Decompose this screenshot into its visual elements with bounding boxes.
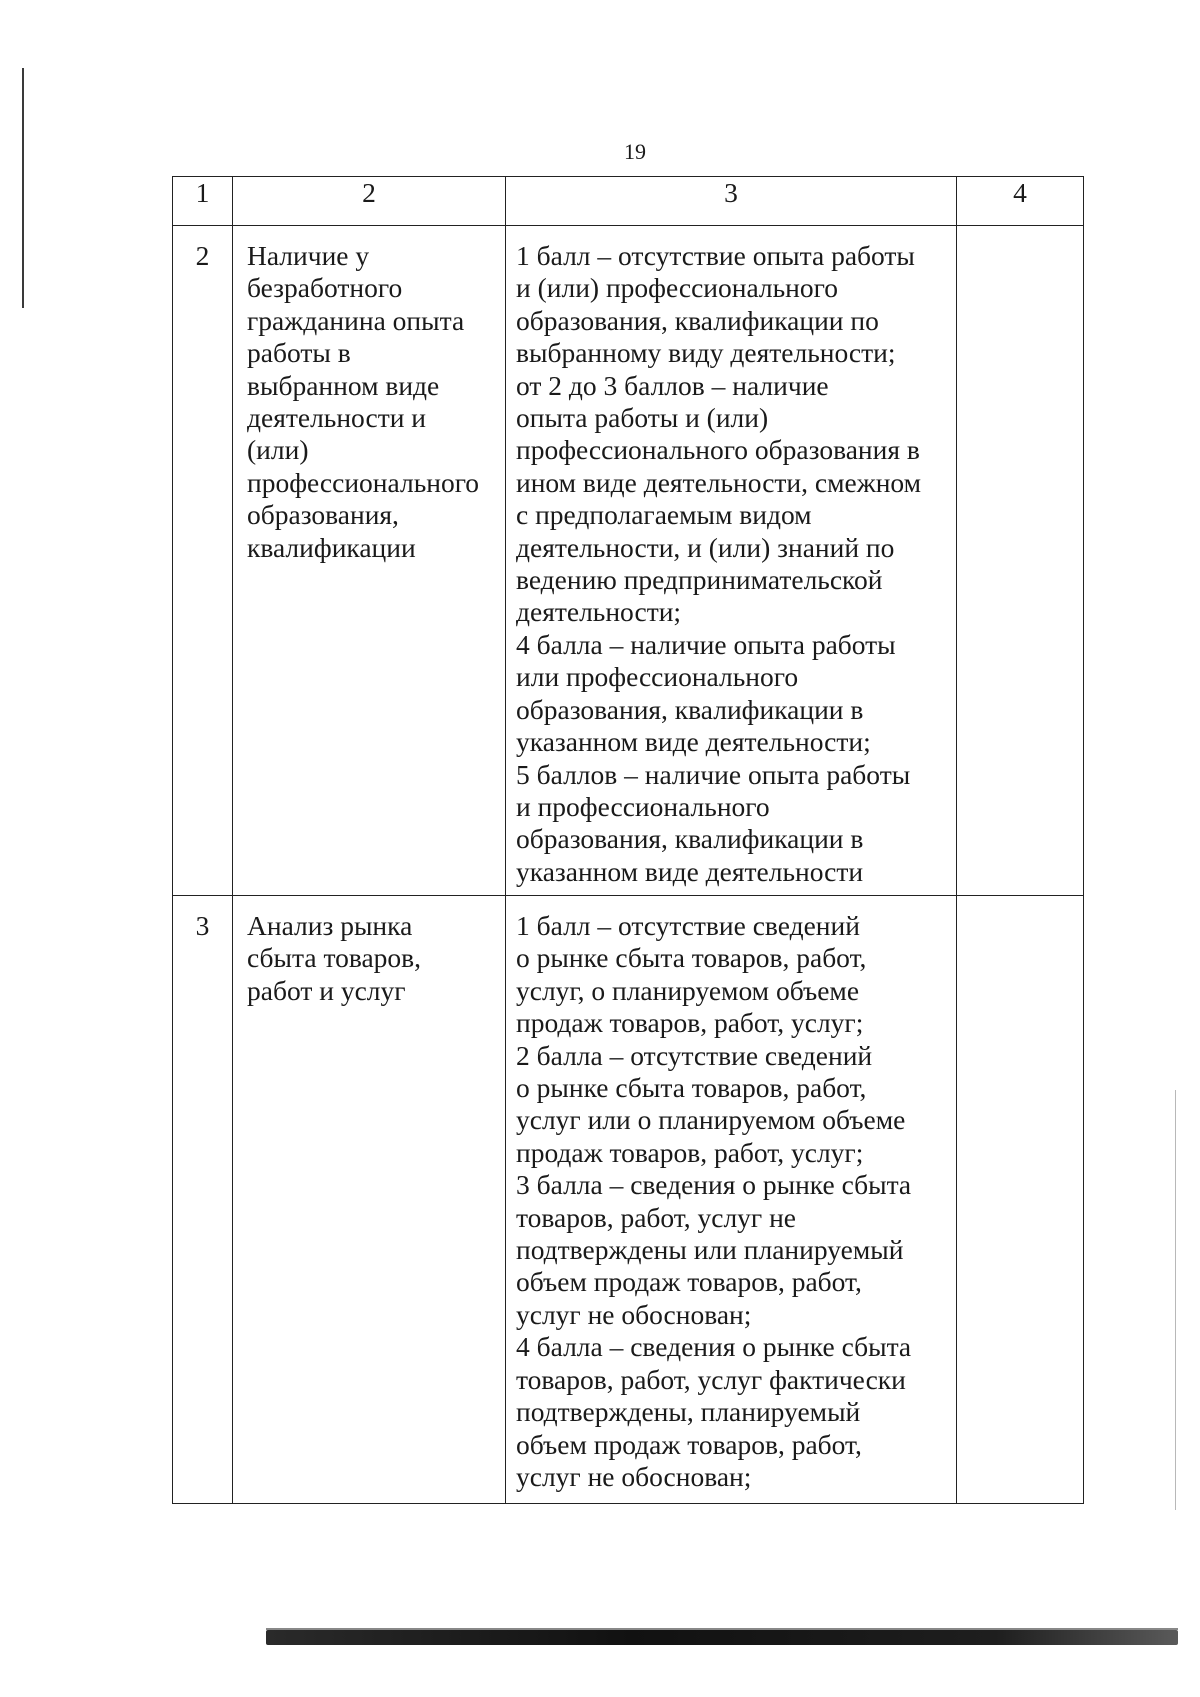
criterion-line: гражданина опыта <box>247 304 465 336</box>
table-header-row <box>173 177 1084 226</box>
criterion-line: Анализ рынка <box>247 910 413 941</box>
table-row <box>173 896 1084 1504</box>
header-cell: 4 <box>957 177 1084 226</box>
score-line: 1 балл – отсутствие сведений <box>516 910 860 941</box>
scan-edge-mark <box>1175 1090 1176 1510</box>
score-line: ведению предпринимательской <box>516 564 883 596</box>
score-line: услуг, о планируемом объеме <box>516 974 860 1006</box>
score-line: от 2 до 3 баллов – наличие <box>516 369 829 401</box>
score-line: профессионального образования в <box>516 434 920 466</box>
score-line: объем продаж товаров, работ, <box>516 1428 862 1460</box>
score-cell <box>506 226 957 896</box>
criterion-line: квалификации <box>247 531 416 563</box>
criterion-line: профессионального <box>247 466 480 498</box>
score-line: подтверждены или планируемый <box>516 1234 904 1266</box>
score-line: указанном виде деятельности <box>516 855 864 887</box>
score-line: или профессионального <box>516 661 799 693</box>
criterion-cell <box>233 226 506 896</box>
criterion-line: (или) <box>247 434 309 466</box>
score-line: 1 балл – отсутствие опыта работы <box>516 240 915 271</box>
score-line: 3 балла – сведения о рынке сбыта <box>516 1169 912 1201</box>
criterion-line: работ и услуг <box>247 974 406 1006</box>
score-line: опыта работы и (или) <box>516 402 769 434</box>
score-line: указанном виде деятельности; <box>516 726 871 758</box>
criterion-line: сбыта товаров, <box>247 942 422 974</box>
score-line: 5 баллов – наличие опыта работы <box>516 758 911 790</box>
score-line: и профессионального <box>516 790 770 822</box>
scan-edge-mark <box>22 68 24 308</box>
score-line: образования, квалификации в <box>516 693 864 725</box>
header-cell: 2 <box>233 177 506 226</box>
score-line: деятельности; <box>516 596 682 628</box>
page-number: 19 <box>624 139 646 164</box>
score-cell <box>506 896 957 1504</box>
criterion-cell <box>233 896 506 1504</box>
score-line: деятельности, и (или) знаний по <box>516 531 895 563</box>
criteria-table <box>172 176 1084 1504</box>
score-line: с предполагаемым видом <box>516 499 812 531</box>
header-cell: 3 <box>506 177 957 226</box>
score-line: 2 балла – отсутствие сведений <box>516 1039 873 1071</box>
score-line: образования, квалификации в <box>516 823 864 855</box>
score-line: продаж товаров, работ, услуг; <box>516 1136 864 1168</box>
header-cell: 1 <box>173 177 233 226</box>
score-line: услуг не обоснован; <box>516 1298 752 1330</box>
scan-border-bar <box>266 1630 1178 1645</box>
score-line: услуг не обоснован; <box>516 1460 752 1492</box>
criterion-line: деятельности и <box>247 402 427 434</box>
score-line: товаров, работ, услуг не <box>516 1201 797 1233</box>
score-line: 4 балла – сведения о рынке сбыта <box>516 1331 912 1363</box>
criterion-line: образования, <box>247 499 399 531</box>
score-line: образования, квалификации по <box>516 304 879 336</box>
empty-cell <box>957 896 1084 1504</box>
score-line: ином виде деятельности, смежном <box>516 466 922 498</box>
table-row <box>173 226 1084 896</box>
score-line: объем продаж товаров, работ, <box>516 1266 862 1298</box>
criterion-line: работы в <box>247 337 351 369</box>
row-number: 2 <box>173 226 233 896</box>
score-line: подтверждены, планируемый <box>516 1396 861 1428</box>
criterion-line: безработного <box>247 272 403 304</box>
score-line: услуг или о планируемом объеме <box>516 1104 906 1136</box>
score-line: и (или) профессионального <box>516 272 838 304</box>
score-line: выбранному виду деятельности; <box>516 337 896 369</box>
criterion-line: выбранном виде <box>247 369 440 401</box>
criterion-line: Наличие у <box>247 240 370 271</box>
score-line: о рынке сбыта товаров, работ, <box>516 942 867 974</box>
score-line: 4 балла – наличие опыта работы <box>516 628 896 660</box>
score-line: продаж товаров, работ, услуг; <box>516 1007 864 1039</box>
score-line: о рынке сбыта товаров, работ, <box>516 1072 867 1104</box>
empty-cell <box>957 226 1084 896</box>
score-line: товаров, работ, услуг фактически <box>516 1363 906 1395</box>
row-number: 3 <box>173 896 233 1504</box>
